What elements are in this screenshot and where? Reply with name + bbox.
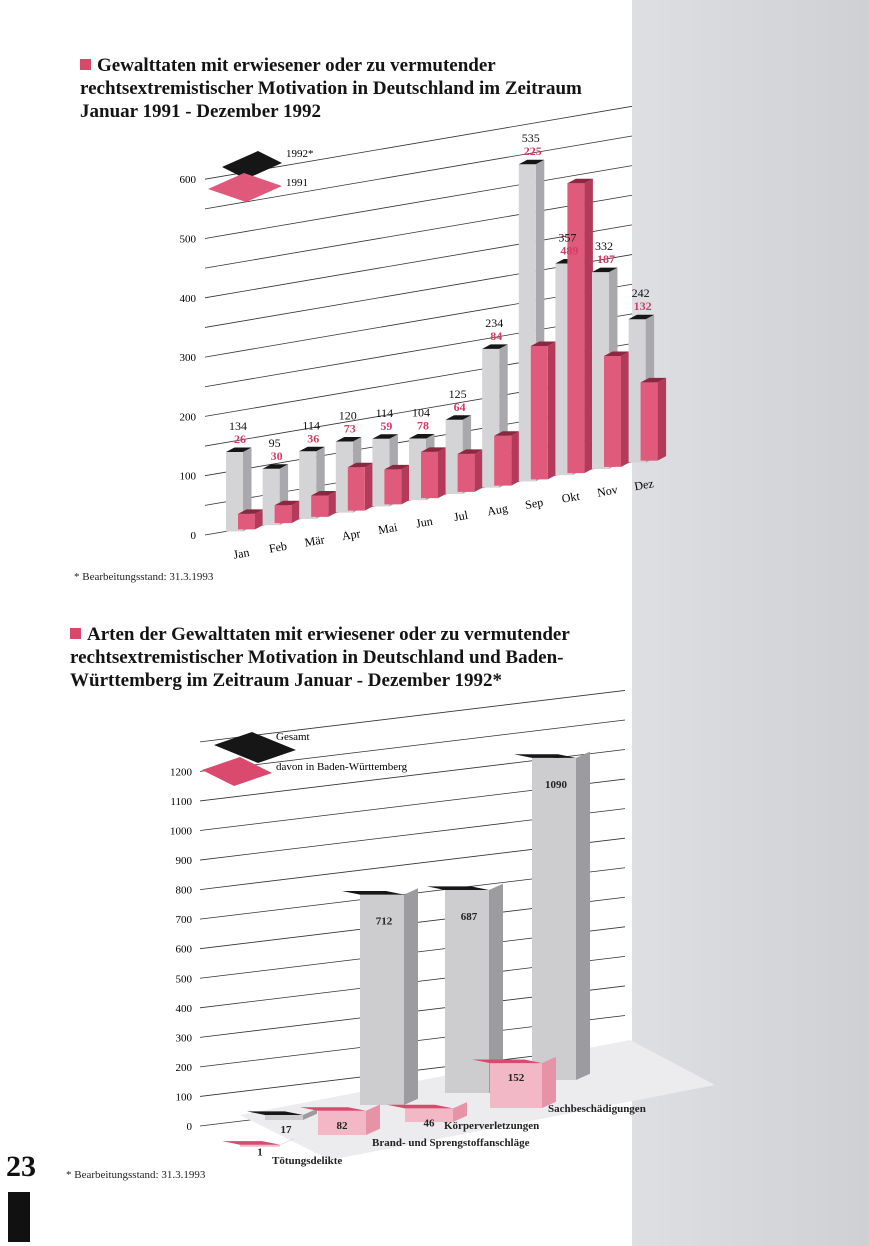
value-label-1991: 84: [490, 328, 503, 343]
x-tick-label: Okt: [560, 488, 581, 506]
category-label: Körperverletzungen: [444, 1120, 540, 1132]
x-tick-label: Jul: [452, 507, 470, 525]
y-tick-label: 1200: [170, 766, 192, 779]
y-tick-label: 0: [186, 1121, 192, 1133]
value-label-bw: 1: [257, 1146, 263, 1159]
value-label-1992: 332: [595, 239, 613, 254]
value-label-1991: 489: [560, 243, 579, 258]
bar-gesamt-top: [514, 754, 576, 758]
legend-label-gesamt: Gesamt: [276, 731, 310, 743]
y-tick-label: 0: [190, 530, 196, 542]
value-label-1991: 59: [380, 418, 393, 433]
y-tick-label: 600: [179, 174, 196, 187]
bar-gesamt-side: [576, 752, 590, 1080]
y-tick-label: 100: [175, 1091, 192, 1104]
y-tick-label: 900: [175, 855, 192, 868]
y-tick-label: 700: [175, 914, 192, 927]
value-label-1992: 357: [558, 230, 577, 245]
x-tick-label: Mär: [303, 532, 326, 550]
x-tick-label: Apr: [340, 526, 362, 544]
x-tick-label: Mai: [376, 519, 399, 538]
value-label-bw: 152: [507, 1072, 525, 1085]
value-label-1991: 225: [523, 144, 542, 159]
value-label-gesamt: 17: [280, 1123, 292, 1136]
y-tick-label: 300: [179, 352, 196, 365]
value-label-1992: 114: [375, 405, 394, 420]
y-tick-label: 500: [175, 973, 192, 986]
legend-label-1992: 1992*: [286, 148, 314, 160]
x-tick-label: Aug: [486, 501, 509, 519]
y-tick-label: 200: [175, 1061, 192, 1074]
page-number: 23: [6, 1150, 36, 1183]
value-label-gesamt: 712: [375, 915, 393, 928]
bar-gesamt-side: [404, 888, 418, 1105]
value-label-1992: 242: [631, 286, 650, 301]
value-label-1991: 64: [453, 399, 466, 414]
value-label-1992: 114: [302, 418, 320, 433]
value-label-1991: 78: [417, 418, 429, 433]
y-tick-label: 400: [175, 1002, 192, 1015]
legend-label-1991: 1991: [286, 177, 308, 189]
value-label-gesamt: 687: [460, 910, 478, 923]
y-tick-label: 400: [179, 292, 196, 305]
bar-bw-top: [222, 1141, 280, 1145]
bar-bw-side: [542, 1057, 556, 1108]
value-label-1992: 125: [448, 386, 467, 401]
x-tick-label: Sep: [524, 495, 545, 512]
bar-gesamt-top: [427, 886, 489, 890]
value-label-1991: 187: [597, 252, 615, 267]
value-label-1992: 95: [268, 435, 281, 450]
value-label-1992: 234: [485, 315, 504, 330]
value-label-1991: 36: [307, 431, 320, 446]
y-tick-label: 1100: [170, 795, 192, 808]
chart1-title: Gewalttaten mit erwiesener oder zu vermutender rechtsextremistischer Motivation in Deutschland im Zeitraum Januar 1991 - Dezember 1992: [80, 55, 582, 122]
value-label-1991: 30: [270, 448, 283, 463]
bar-bw: [490, 1063, 542, 1108]
y-tick-label: 800: [175, 884, 192, 897]
value-label-1992: 134: [229, 418, 247, 433]
y-tick-label: 100: [179, 470, 196, 483]
category-label: Brand- und Sprengstoffanschläge: [372, 1137, 530, 1149]
x-tick-label: Jan: [232, 545, 251, 562]
chart2-footnote: * Bearbeitungsstand: 31.3.1993: [66, 1169, 206, 1181]
value-label-bw: 82: [336, 1119, 348, 1132]
value-label-1992: 535: [521, 131, 540, 146]
value-label-gesamt: 1090: [545, 778, 567, 791]
category-label: Tötungsdelikte: [272, 1155, 343, 1167]
value-label-1992: 104: [412, 405, 430, 420]
x-tick-label: Jun: [414, 513, 434, 531]
y-tick-label: 600: [175, 943, 192, 956]
y-tick-label: 500: [179, 233, 196, 246]
bar-gesamt-top: [342, 891, 404, 895]
x-tick-label: Feb: [267, 538, 288, 556]
bar-bw-side: [280, 1138, 294, 1145]
value-label-1991: 132: [633, 299, 652, 314]
gridline: [200, 690, 625, 741]
value-label-bw: 46: [423, 1117, 435, 1130]
value-label-1991: 26: [234, 431, 246, 446]
y-tick-label: 1000: [170, 825, 192, 838]
value-label-1991: 73: [343, 421, 356, 436]
category-label: Sachbeschädigungen: [548, 1103, 646, 1115]
bar-gesamt: [532, 758, 576, 1080]
bar-gesamt: [265, 1115, 303, 1120]
chart1-footnote: * Bearbeitungsstand: 31.3.1993: [74, 571, 214, 583]
y-tick-label: 300: [175, 1032, 192, 1045]
x-tick-label: Nov: [595, 482, 619, 500]
chart2-title: Arten der Gewalttaten mit erwiesener oder zu vermutender rechtsextremistischer Motivation in Deutschland und Baden-Württemberg im Zeitraum Januar - Dezember 1992*: [70, 624, 570, 691]
legend-label-bw: davon in Baden-Württemberg: [276, 761, 408, 773]
value-label-1992: 120: [338, 408, 357, 423]
x-tick-label: Dez: [633, 476, 655, 494]
y-tick-label: 200: [179, 411, 196, 424]
